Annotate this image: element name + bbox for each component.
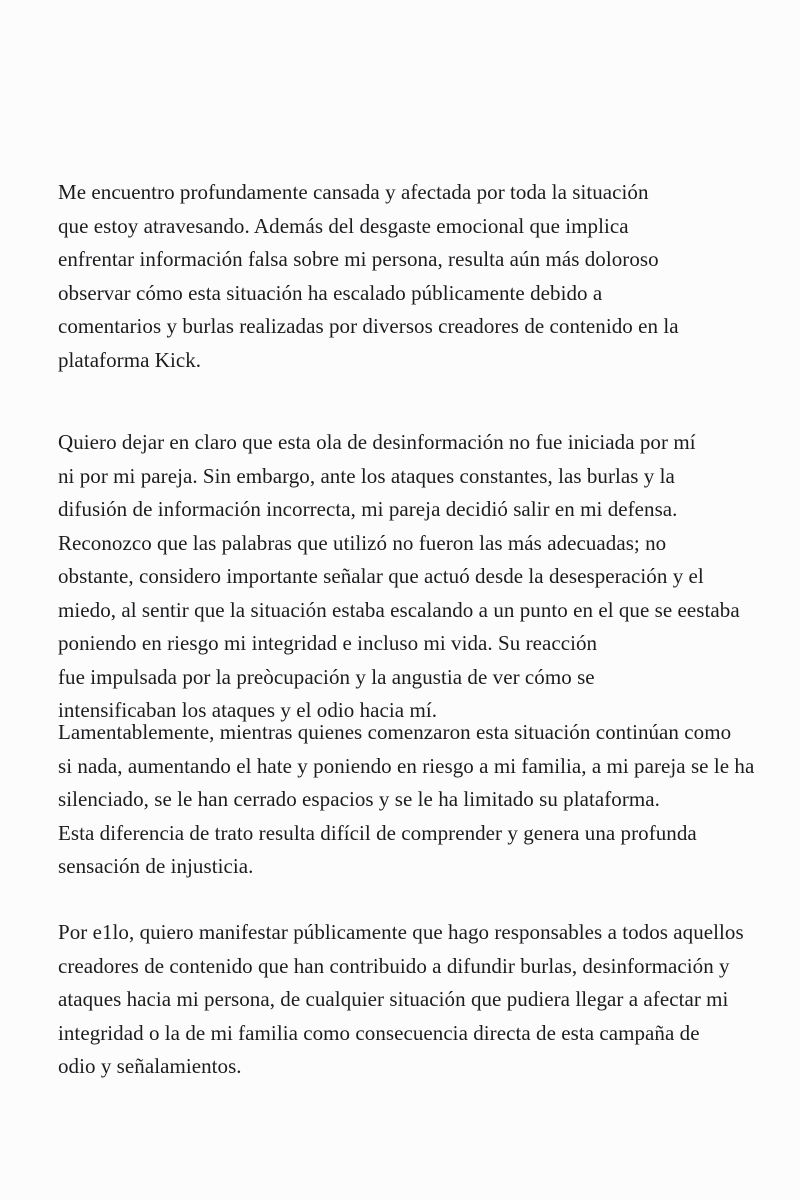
- text-line: Por e1lo, quiero manifestar públicamente que hago responsables a todos aquellos: [58, 920, 744, 944]
- text-line: que estoy atravesando. Además del desgaste emocional que implica: [58, 213, 629, 238]
- text-line: comentarios y burlas realizadas por diversos creadores de contenido en la: [58, 314, 679, 338]
- text-line: Reconozco que las palabras que utilizó no fueron las más adecuadas; no: [58, 530, 667, 555]
- text-line: sensación de injusticia.: [58, 854, 254, 878]
- text-line: observar cómo esta situación ha escalado públicamente debido a: [58, 280, 603, 305]
- text-line: Lamentablemente, mientras quienes comenzaron esta situación continúan como: [58, 720, 732, 744]
- text-line: fue impulsada por la preòcupación y la angustia de ver cómo se: [58, 664, 595, 689]
- text-line: ni por mi pareja. Sin embargo, ante los ataques constantes, las burlas y la: [58, 463, 675, 488]
- text-line: Me encuentro profundamente cansada y afectada por toda la situación: [58, 180, 649, 204]
- text-line: enfrentar información falsa sobre mi persona, resulta aún más doloroso: [58, 247, 659, 271]
- text-line: silenciado, se le han cerrado espacios y se le ha limitado su plataforma.: [58, 787, 660, 811]
- text-line: creadores de contenido que han contribuido a difundir burlas, desinformación y: [58, 953, 730, 978]
- text-line: intensificaban los ataques y el odio hacia mí.: [58, 698, 438, 722]
- text-line: Esta diferencia de trato resulta difícil de comprender y genera una profunda: [58, 820, 697, 845]
- paragraph-2: [58, 426, 740, 728]
- text-line: poniendo en riesgo mi integridad e incluso mi vida. Su reacción: [58, 631, 598, 655]
- text-line: integridad o la de mi familia como consecuencia directa de esta campaña de: [58, 1020, 700, 1045]
- paragraph-1: [58, 176, 679, 377]
- text-line: ataques hacia mi persona, de cualquier situación que pudiera llegar a afectar mi: [58, 987, 729, 1011]
- text-line: Quiero dejar en claro que esta ola de desinformación no fue iniciada por mí: [58, 430, 696, 454]
- text-line: obstante, considero importante señalar que actuó desde la desesperación y el: [58, 564, 704, 588]
- paragraph-3: [58, 716, 754, 884]
- text-line: plataforma Kick.: [58, 347, 202, 372]
- paragraph-4: [58, 916, 744, 1084]
- text-line: si nada, aumentando el hate y poniendo en riesgo a mi familia, a mi pareja se le ha: [58, 753, 755, 778]
- text-line: difusión de información incorrecta, mi pareja decidió salir en mi defensa.: [58, 497, 678, 521]
- text-line: miedo, al sentir que la situación estaba escalando a un punto en el que se eestaba: [58, 597, 740, 622]
- text-line: odio y señalamientos.: [58, 1054, 242, 1078]
